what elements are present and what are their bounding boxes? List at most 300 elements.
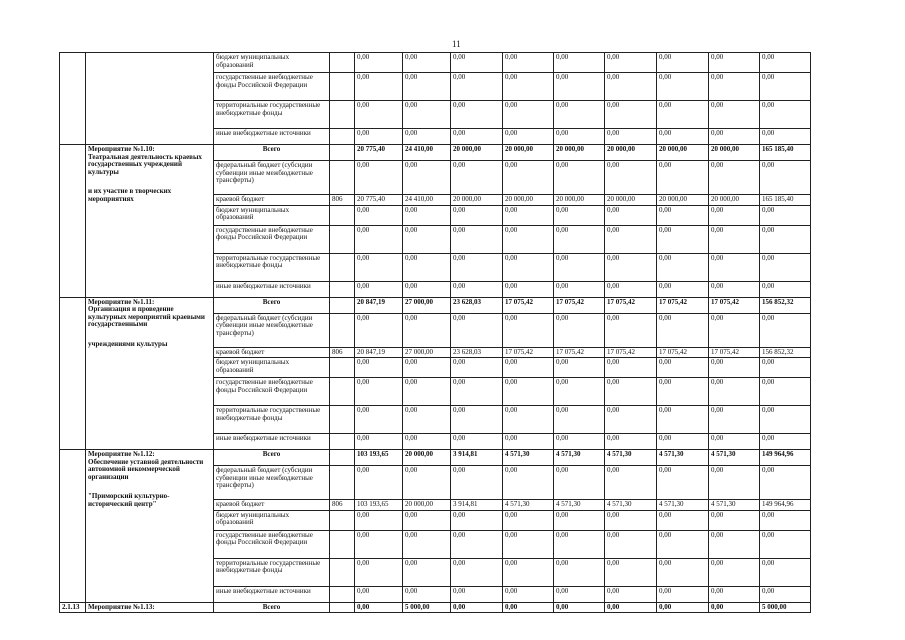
- amount-cell: 20 775,40: [355, 195, 403, 206]
- source-cell: государственные внебюджетные фонды Российской Федерации: [214, 530, 330, 558]
- amount-cell: 0,00: [451, 129, 503, 145]
- amount-cell: 0,00: [403, 313, 451, 347]
- amount-cell: 0,00: [605, 205, 657, 225]
- amount-cell: 0,00: [451, 313, 503, 347]
- grbs-cell: 806: [330, 347, 355, 358]
- amount-cell: 20 000,00: [657, 195, 709, 206]
- amount-cell: 0,00: [355, 225, 403, 253]
- amount-cell: 27 000,00: [403, 347, 451, 358]
- amount-cell: 0,00: [657, 161, 709, 195]
- amount-cell: 0,00: [709, 466, 760, 500]
- amount-cell: 20 000,00: [554, 145, 605, 161]
- amount-cell: 0,00: [605, 53, 657, 73]
- amount-cell: 24 410,00: [403, 195, 451, 206]
- amount-cell: 0,00: [355, 101, 403, 129]
- amount-cell: 20 847,19: [355, 297, 403, 313]
- amount-cell: 0,00: [760, 161, 811, 195]
- amount-cell: 0,00: [451, 558, 503, 586]
- source-cell: иные внебюджетные источники: [214, 281, 330, 297]
- amount-cell: 0,00: [760, 530, 811, 558]
- budget-table: [59, 52, 811, 613]
- grbs-cell: [330, 145, 355, 161]
- measure-description: Театральная деятельность краевых государственных учреждений культуры: [88, 152, 202, 176]
- source-cell: территориальные государственные внебюджетные фонды: [214, 406, 330, 434]
- amount-cell: 0,00: [605, 510, 657, 530]
- amount-cell: 0,00: [605, 586, 657, 602]
- amount-cell: 0,00: [605, 466, 657, 500]
- amount-cell: 0,00: [503, 53, 554, 73]
- amount-cell: 0,00: [605, 434, 657, 450]
- amount-cell: 23 628,03: [451, 297, 503, 313]
- amount-cell: 149 964,96: [760, 450, 811, 466]
- amount-cell: 0,00: [554, 225, 605, 253]
- table-row: [60, 297, 811, 313]
- amount-cell: 0,00: [657, 358, 709, 378]
- grbs-cell: [330, 161, 355, 195]
- amount-cell: 0,00: [657, 466, 709, 500]
- grbs-cell: [330, 101, 355, 129]
- amount-cell: 0,00: [709, 434, 760, 450]
- amount-cell: 0,00: [554, 53, 605, 73]
- source-cell: иные внебюджетные источники: [214, 129, 330, 145]
- amount-cell: 156 852,32: [760, 347, 811, 358]
- amount-cell: 0,00: [355, 53, 403, 73]
- amount-cell: 0,00: [554, 466, 605, 500]
- amount-cell: 0,00: [503, 253, 554, 281]
- source-cell: краевой бюджет: [214, 347, 330, 358]
- amount-cell: 0,00: [554, 205, 605, 225]
- source-cell: Всего: [214, 450, 330, 466]
- amount-cell: 20 775,40: [355, 145, 403, 161]
- source-cell: федеральный бюджет (субсидии субвенции иные межбюджетные трансферты): [214, 466, 330, 500]
- amount-cell: 20 000,00: [554, 195, 605, 206]
- amount-cell: 4 571,30: [709, 450, 760, 466]
- amount-cell: 0,00: [451, 73, 503, 101]
- source-cell: государственные внебюджетные фонды Российской Федерации: [214, 73, 330, 101]
- amount-cell: 103 193,65: [355, 450, 403, 466]
- grbs-cell: [330, 434, 355, 450]
- amount-cell: 0,00: [554, 129, 605, 145]
- source-cell: федеральный бюджет (субсидии субвенции иные межбюджетные трансферты): [214, 313, 330, 347]
- amount-cell: 0,00: [657, 205, 709, 225]
- grbs-cell: 806: [330, 500, 355, 511]
- amount-cell: 0,00: [554, 530, 605, 558]
- measure-cell: [86, 297, 214, 450]
- grbs-cell: [330, 53, 355, 73]
- amount-cell: 0,00: [451, 434, 503, 450]
- amount-cell: 0,00: [554, 558, 605, 586]
- amount-cell: 0,00: [503, 225, 554, 253]
- source-cell: территориальные государственные внебюджетные фонды: [214, 558, 330, 586]
- amount-cell: 0,00: [355, 558, 403, 586]
- amount-cell: 0,00: [503, 406, 554, 434]
- source-cell: бюджет муниципальных образований: [214, 510, 330, 530]
- amount-cell: 4 571,30: [503, 500, 554, 511]
- amount-cell: 0,00: [605, 281, 657, 297]
- amount-cell: 0,00: [709, 510, 760, 530]
- amount-cell: 0,00: [403, 378, 451, 406]
- amount-cell: 4 571,30: [554, 450, 605, 466]
- amount-cell: 0,00: [403, 530, 451, 558]
- amount-cell: 0,00: [709, 313, 760, 347]
- amount-cell: 0,00: [760, 358, 811, 378]
- amount-cell: 0,00: [403, 101, 451, 129]
- amount-cell: 0,00: [605, 313, 657, 347]
- amount-cell: 0,00: [355, 73, 403, 101]
- amount-cell: 0,00: [605, 602, 657, 613]
- amount-cell: 0,00: [503, 558, 554, 586]
- source-cell: государственные внебюджетные фонды Российской Федерации: [214, 378, 330, 406]
- amount-cell: 0,00: [451, 586, 503, 602]
- amount-cell: 17 075,42: [503, 347, 554, 358]
- amount-cell: 0,00: [451, 406, 503, 434]
- amount-cell: 0,00: [403, 129, 451, 145]
- amount-cell: 20 000,00: [605, 145, 657, 161]
- amount-cell: 0,00: [605, 378, 657, 406]
- amount-cell: 0,00: [760, 434, 811, 450]
- amount-cell: 20 000,00: [657, 145, 709, 161]
- amount-cell: 0,00: [605, 406, 657, 434]
- amount-cell: 0,00: [451, 510, 503, 530]
- grbs-cell: [330, 281, 355, 297]
- amount-cell: 0,00: [503, 313, 554, 347]
- amount-cell: 4 571,30: [657, 500, 709, 511]
- amount-cell: 0,00: [554, 378, 605, 406]
- measure-description: Организация и проведение культурных мероприятий краевыми государственными: [88, 305, 205, 328]
- amount-cell: 0,00: [355, 466, 403, 500]
- amount-cell: 20 000,00: [709, 145, 760, 161]
- amount-cell: 0,00: [605, 558, 657, 586]
- amount-cell: 4 571,30: [554, 500, 605, 511]
- amount-cell: 4 571,30: [605, 450, 657, 466]
- amount-cell: 0,00: [554, 358, 605, 378]
- amount-cell: 20 000,00: [605, 195, 657, 206]
- amount-cell: 0,00: [355, 129, 403, 145]
- amount-cell: 0,00: [709, 161, 760, 195]
- measure-description-cont: учреждениями культуры: [88, 339, 168, 348]
- amount-cell: 0,00: [760, 466, 811, 500]
- amount-cell: 0,00: [451, 530, 503, 558]
- amount-cell: 165 185,40: [760, 195, 811, 206]
- amount-cell: 0,00: [709, 101, 760, 129]
- source-cell: бюджет муниципальных образований: [214, 53, 330, 73]
- amount-cell: 0,00: [605, 358, 657, 378]
- amount-cell: 20 000,00: [403, 450, 451, 466]
- measure-title: Мероприятие №1.13:: [86, 602, 214, 613]
- amount-cell: 0,00: [403, 281, 451, 297]
- amount-cell: 20 000,00: [451, 145, 503, 161]
- amount-cell: 0,00: [760, 558, 811, 586]
- amount-cell: 0,00: [355, 510, 403, 530]
- measure-title: Мероприятие №1.10:: [88, 145, 155, 153]
- amount-cell: 0,00: [503, 205, 554, 225]
- amount-cell: 0,00: [760, 406, 811, 434]
- amount-cell: 0,00: [503, 510, 554, 530]
- amount-cell: 0,00: [760, 586, 811, 602]
- measure-description: Обеспечение уставной деятельности автономной некоммерческой организации: [88, 457, 204, 481]
- amount-cell: 0,00: [657, 558, 709, 586]
- amount-cell: 0,00: [403, 358, 451, 378]
- amount-cell: 0,00: [605, 253, 657, 281]
- amount-cell: 0,00: [554, 510, 605, 530]
- amount-cell: 17 075,42: [554, 297, 605, 313]
- amount-cell: 0,00: [657, 530, 709, 558]
- amount-cell: 0,00: [451, 466, 503, 500]
- amount-cell: 0,00: [657, 281, 709, 297]
- code-cell: [60, 297, 86, 450]
- source-cell: иные внебюджетные источники: [214, 586, 330, 602]
- amount-cell: 0,00: [403, 53, 451, 73]
- amount-cell: 17 075,42: [605, 297, 657, 313]
- amount-cell: 0,00: [503, 378, 554, 406]
- table-row: [60, 53, 811, 73]
- amount-cell: 0,00: [403, 510, 451, 530]
- amount-cell: 17 075,42: [554, 347, 605, 358]
- amount-cell: 0,00: [554, 406, 605, 434]
- grbs-cell: [330, 450, 355, 466]
- amount-cell: 0,00: [403, 586, 451, 602]
- amount-cell: 0,00: [605, 530, 657, 558]
- amount-cell: 0,00: [403, 406, 451, 434]
- grbs-cell: [330, 466, 355, 500]
- amount-cell: 0,00: [657, 225, 709, 253]
- amount-cell: 3 914,81: [451, 450, 503, 466]
- amount-cell: 0,00: [605, 225, 657, 253]
- amount-cell: 0,00: [403, 225, 451, 253]
- amount-cell: 0,00: [451, 53, 503, 73]
- amount-cell: 5 000,00: [760, 602, 811, 613]
- code-cell: 2.1.13: [60, 602, 86, 613]
- amount-cell: 0,00: [403, 205, 451, 225]
- amount-cell: 0,00: [503, 358, 554, 378]
- source-cell: территориальные государственные внебюджетные фонды: [214, 101, 330, 129]
- code-cell: [60, 450, 86, 603]
- amount-cell: 0,00: [355, 586, 403, 602]
- grbs-cell: [330, 378, 355, 406]
- amount-cell: 0,00: [760, 205, 811, 225]
- grbs-cell: [330, 602, 355, 613]
- grbs-cell: [330, 253, 355, 281]
- amount-cell: 0,00: [451, 358, 503, 378]
- table-row: [60, 145, 811, 161]
- amount-cell: 0,00: [709, 53, 760, 73]
- amount-cell: 0,00: [451, 161, 503, 195]
- amount-cell: 0,00: [451, 602, 503, 613]
- amount-cell: 17 075,42: [657, 347, 709, 358]
- amount-cell: 20 000,00: [709, 195, 760, 206]
- amount-cell: 0,00: [355, 530, 403, 558]
- source-cell: бюджет муниципальных образований: [214, 205, 330, 225]
- source-cell: Всего: [214, 145, 330, 161]
- measure-title: Мероприятие №1.11:: [88, 297, 155, 306]
- amount-cell: 0,00: [709, 129, 760, 145]
- measure-cell: [86, 145, 214, 298]
- amount-cell: 0,00: [554, 253, 605, 281]
- amount-cell: 149 964,96: [760, 500, 811, 511]
- amount-cell: 0,00: [403, 253, 451, 281]
- amount-cell: 0,00: [760, 225, 811, 253]
- amount-cell: 0,00: [605, 161, 657, 195]
- amount-cell: 0,00: [657, 73, 709, 101]
- amount-cell: 17 075,42: [605, 347, 657, 358]
- amount-cell: 0,00: [760, 281, 811, 297]
- amount-cell: 4 571,30: [709, 500, 760, 511]
- amount-cell: 0,00: [657, 253, 709, 281]
- amount-cell: 0,00: [503, 434, 554, 450]
- amount-cell: 0,00: [403, 434, 451, 450]
- grbs-cell: [330, 586, 355, 602]
- amount-cell: 20 000,00: [503, 195, 554, 206]
- amount-cell: 0,00: [451, 281, 503, 297]
- amount-cell: 0,00: [760, 53, 811, 73]
- amount-cell: 0,00: [657, 129, 709, 145]
- amount-cell: 0,00: [657, 313, 709, 347]
- grbs-cell: [330, 297, 355, 313]
- amount-cell: 0,00: [760, 129, 811, 145]
- source-cell: территориальные государственные внебюджетные фонды: [214, 253, 330, 281]
- amount-cell: 24 410,00: [403, 145, 451, 161]
- amount-cell: 0,00: [503, 466, 554, 500]
- amount-cell: 0,00: [355, 358, 403, 378]
- amount-cell: 0,00: [709, 530, 760, 558]
- measure-description-cont: и их участие в творческих мероприятиях: [88, 187, 172, 203]
- grbs-cell: [330, 510, 355, 530]
- amount-cell: 0,00: [503, 101, 554, 129]
- code-cell: [60, 53, 86, 145]
- amount-cell: 0,00: [760, 253, 811, 281]
- amount-cell: 0,00: [709, 378, 760, 406]
- amount-cell: 0,00: [403, 558, 451, 586]
- amount-cell: 17 075,42: [503, 297, 554, 313]
- table-row: [60, 450, 811, 466]
- amount-cell: 0,00: [554, 73, 605, 101]
- grbs-cell: [330, 558, 355, 586]
- amount-cell: 0,00: [355, 281, 403, 297]
- amount-cell: 0,00: [760, 101, 811, 129]
- amount-cell: 5 000,00: [403, 602, 451, 613]
- amount-cell: 0,00: [355, 253, 403, 281]
- amount-cell: 0,00: [709, 358, 760, 378]
- amount-cell: 0,00: [355, 434, 403, 450]
- amount-cell: 0,00: [657, 378, 709, 406]
- amount-cell: 0,00: [657, 101, 709, 129]
- amount-cell: 0,00: [503, 161, 554, 195]
- amount-cell: 0,00: [554, 602, 605, 613]
- amount-cell: 0,00: [451, 205, 503, 225]
- amount-cell: 0,00: [554, 281, 605, 297]
- source-cell: государственные внебюджетные фонды Российской Федерации: [214, 225, 330, 253]
- amount-cell: 20 847,19: [355, 347, 403, 358]
- amount-cell: 0,00: [709, 205, 760, 225]
- amount-cell: 4 571,30: [503, 450, 554, 466]
- amount-cell: 0,00: [709, 225, 760, 253]
- amount-cell: 0,00: [503, 602, 554, 613]
- source-cell: федеральный бюджет (субсидии субвенции иные межбюджетные трансферты): [214, 161, 330, 195]
- amount-cell: 17 075,42: [657, 297, 709, 313]
- grbs-cell: [330, 129, 355, 145]
- amount-cell: 17 075,42: [709, 297, 760, 313]
- grbs-cell: 806: [330, 195, 355, 206]
- amount-cell: 0,00: [355, 602, 403, 613]
- amount-cell: 0,00: [709, 586, 760, 602]
- amount-cell: 0,00: [451, 253, 503, 281]
- source-cell: бюджет муниципальных образований: [214, 358, 330, 378]
- source-cell: краевой бюджет: [214, 500, 330, 511]
- amount-cell: 0,00: [403, 466, 451, 500]
- amount-cell: 0,00: [657, 586, 709, 602]
- amount-cell: 0,00: [554, 313, 605, 347]
- amount-cell: 0,00: [451, 101, 503, 129]
- amount-cell: 165 185,40: [760, 145, 811, 161]
- amount-cell: 0,00: [554, 161, 605, 195]
- code-cell: [60, 145, 86, 298]
- amount-cell: 0,00: [503, 129, 554, 145]
- amount-cell: 0,00: [355, 378, 403, 406]
- amount-cell: 0,00: [355, 406, 403, 434]
- amount-cell: 0,00: [709, 281, 760, 297]
- amount-cell: 0,00: [605, 73, 657, 101]
- amount-cell: 17 075,42: [709, 347, 760, 358]
- amount-cell: 0,00: [503, 73, 554, 101]
- amount-cell: 20 000,00: [503, 145, 554, 161]
- amount-cell: 0,00: [657, 434, 709, 450]
- amount-cell: 0,00: [503, 586, 554, 602]
- amount-cell: 0,00: [605, 101, 657, 129]
- amount-cell: 0,00: [657, 53, 709, 73]
- amount-cell: 103 193,65: [355, 500, 403, 511]
- amount-cell: 23 628,03: [451, 347, 503, 358]
- amount-cell: 0,00: [760, 510, 811, 530]
- amount-cell: 0,00: [709, 73, 760, 101]
- amount-cell: 0,00: [709, 558, 760, 586]
- amount-cell: 0,00: [451, 225, 503, 253]
- amount-cell: 0,00: [760, 378, 811, 406]
- source-cell: Всего: [214, 602, 330, 613]
- source-cell: Всего: [214, 297, 330, 313]
- amount-cell: 27 000,00: [403, 297, 451, 313]
- amount-cell: 0,00: [657, 510, 709, 530]
- measure-description-cont: "Приморский культурно-исторический центр": [88, 492, 170, 508]
- measure-cell: [86, 450, 214, 603]
- source-cell: иные внебюджетные источники: [214, 434, 330, 450]
- measure-title: Мероприятие №1.12:: [88, 450, 155, 458]
- source-cell: краевой бюджет: [214, 195, 330, 206]
- amount-cell: 156 852,32: [760, 297, 811, 313]
- amount-cell: 0,00: [760, 73, 811, 101]
- amount-cell: 0,00: [451, 378, 503, 406]
- amount-cell: 0,00: [605, 129, 657, 145]
- amount-cell: 0,00: [760, 313, 811, 347]
- amount-cell: 0,00: [657, 602, 709, 613]
- amount-cell: 0,00: [709, 253, 760, 281]
- amount-cell: 0,00: [503, 281, 554, 297]
- page-number: 11: [452, 39, 461, 49]
- grbs-cell: [330, 530, 355, 558]
- amount-cell: 0,00: [403, 73, 451, 101]
- grbs-cell: [330, 358, 355, 378]
- grbs-cell: [330, 225, 355, 253]
- amount-cell: 0,00: [503, 530, 554, 558]
- table-row: [60, 602, 811, 613]
- amount-cell: 0,00: [355, 161, 403, 195]
- grbs-cell: [330, 73, 355, 101]
- amount-cell: 0,00: [554, 101, 605, 129]
- amount-cell: 0,00: [709, 406, 760, 434]
- amount-cell: 0,00: [355, 313, 403, 347]
- amount-cell: 20 000,00: [451, 195, 503, 206]
- amount-cell: 0,00: [403, 161, 451, 195]
- amount-cell: 0,00: [554, 434, 605, 450]
